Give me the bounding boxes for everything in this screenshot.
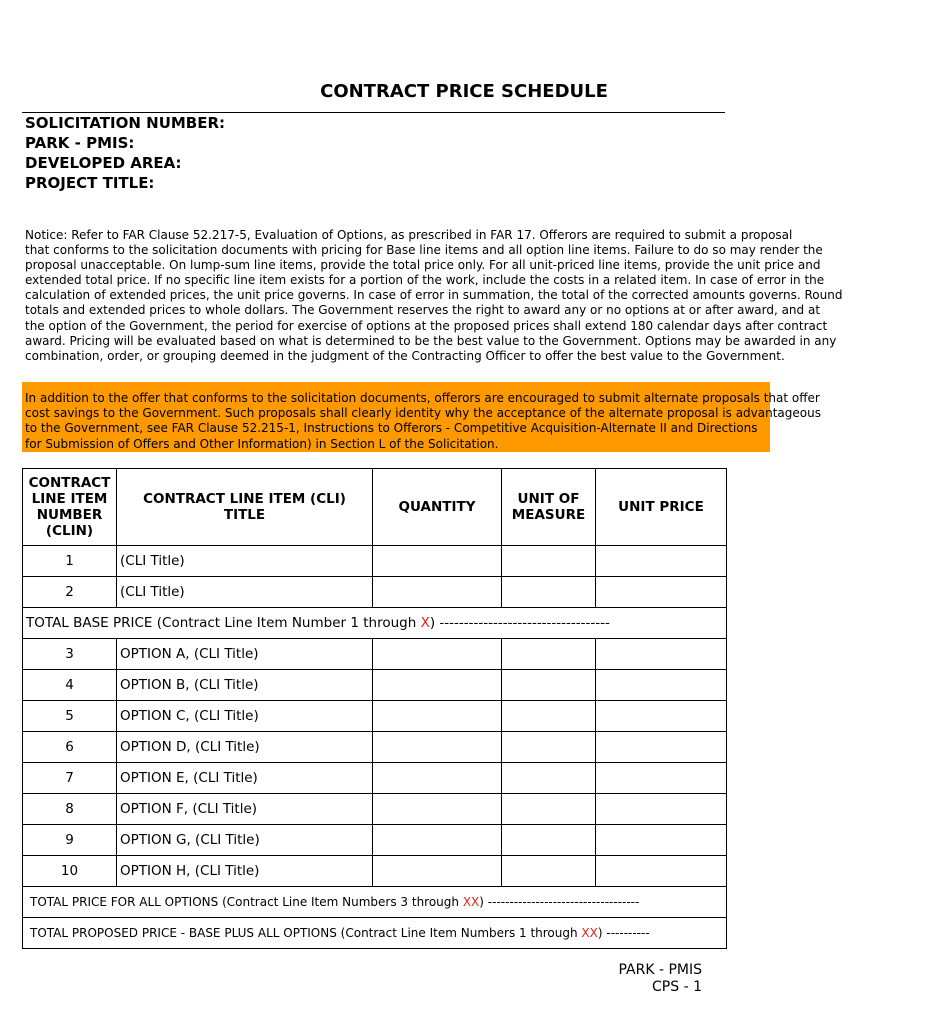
clin-cell: 4 <box>23 670 117 701</box>
unit-price-cell[interactable] <box>596 856 727 887</box>
total-proposed-row <box>23 918 727 949</box>
table-header-row <box>23 469 727 546</box>
unit-cell[interactable] <box>502 763 596 794</box>
table-row <box>23 732 727 763</box>
unit-of-measure-header <box>502 469 596 546</box>
header-text: TITLE <box>223 507 266 523</box>
total-options-row <box>23 887 727 918</box>
quantity-cell[interactable] <box>373 732 502 763</box>
unit-cell[interactable] <box>502 794 596 825</box>
total-proposed-text: TOTAL PROPOSED PRICE - BASE PLUS ALL OPTIONS (Contract Line Item Numbers 1 through <box>30 926 582 940</box>
header-text: LINE ITEM <box>31 491 108 507</box>
cli-title-header <box>117 469 373 546</box>
notice-line: that conforms to the solicitation documents with pricing for Base line items and all option line items. Failure to do so may render the <box>25 243 823 258</box>
header-text: (CLIN) <box>45 523 94 539</box>
quantity-cell[interactable] <box>373 670 502 701</box>
unit-cell[interactable] <box>502 670 596 701</box>
quantity-cell[interactable] <box>373 794 502 825</box>
cli-title-cell: OPTION E, (CLI Title) <box>117 763 373 794</box>
quantity-header: QUANTITY <box>373 469 502 546</box>
header-text: CONTRACT LINE ITEM (CLI) <box>143 491 346 507</box>
clin-cell: 6 <box>23 732 117 763</box>
total-base-cell <box>23 608 727 639</box>
quantity-cell[interactable] <box>373 546 502 577</box>
unit-cell[interactable] <box>502 732 596 763</box>
banner-line: cost savings to the Government. Such proposals shall clearly identity why the acceptance of the alternate proposal is advantageous <box>25 406 821 421</box>
clin-cell: 1 <box>23 546 117 577</box>
unit-cell[interactable] <box>502 856 596 887</box>
cli-title-cell: OPTION B, (CLI Title) <box>117 670 373 701</box>
notice-line: Notice: Refer to FAR Clause 52.217-5, Evaluation of Options, as prescribed in FAR 17. Offerors are required to submit a proposal <box>25 228 793 242</box>
banner-line: to the Government, see FAR Clause 52.215-1, Instructions to Offerors - Competitive Acquisition-Alternate II and Directions <box>25 421 758 436</box>
unit-price-cell[interactable] <box>596 701 727 732</box>
cli-title-cell: OPTION G, (CLI Title) <box>117 825 373 856</box>
unit-price-header: UNIT PRICE <box>596 469 727 546</box>
clin-cell: 8 <box>23 794 117 825</box>
table-row <box>23 701 727 732</box>
cli-title-cell: OPTION C, (CLI Title) <box>117 701 373 732</box>
total-base-row <box>23 608 727 639</box>
page-title <box>0 81 928 102</box>
notice-line: combination, order, or grouping deemed in the judgment of the Contracting Officer to offer the best value to the Government. <box>25 348 785 363</box>
unit-price-cell[interactable] <box>596 670 727 701</box>
table-row <box>23 825 727 856</box>
total-proposed-cell <box>23 918 727 949</box>
unit-price-cell[interactable] <box>596 732 727 763</box>
unit-cell[interactable] <box>502 639 596 670</box>
project-title-label: PROJECT TITLE: <box>25 174 155 192</box>
table-row <box>23 794 727 825</box>
unit-price-cell[interactable] <box>596 639 727 670</box>
header-text: CONTRACT <box>28 475 111 491</box>
page-footer <box>618 962 702 996</box>
unit-price-cell[interactable] <box>596 763 727 794</box>
clin-cell: 7 <box>23 763 117 794</box>
total-proposed-tail: ) ---------- <box>597 926 650 940</box>
banner-line: In addition to the offer that conforms to the solicitation documents, offerors are encouraged to submit alternate proposals that offer <box>25 391 820 405</box>
unit-cell[interactable] <box>502 825 596 856</box>
developed-area-label: DEVELOPED AREA: <box>25 154 182 172</box>
table-row <box>23 639 727 670</box>
clin-cell: 10 <box>23 856 117 887</box>
quantity-cell[interactable] <box>373 577 502 608</box>
total-base-text: TOTAL BASE PRICE (Contract Line Item Number 1 through <box>26 615 421 631</box>
clin-cell: 9 <box>23 825 117 856</box>
park-pmis-label: PARK - PMIS: <box>25 134 135 152</box>
total-base-tail: ) ----------------------------------- <box>429 615 610 631</box>
page-title-text: CONTRACT PRICE SCHEDULE <box>320 81 608 102</box>
clin-cell: 3 <box>23 639 117 670</box>
total-options-text: TOTAL PRICE FOR ALL OPTIONS (Contract Line Item Numbers 3 through <box>30 895 463 909</box>
solicitation-number-label: SOLICITATION NUMBER: <box>25 114 226 132</box>
total-base-variable: X <box>420 615 430 631</box>
table-row <box>23 856 727 887</box>
cli-title-cell: OPTION D, (CLI Title) <box>117 732 373 763</box>
clin-header <box>23 469 117 546</box>
alternate-proposal-banner <box>22 382 821 452</box>
quantity-cell[interactable] <box>373 701 502 732</box>
cli-title-cell: (CLI Title) <box>117 546 373 577</box>
notice-paragraph <box>25 228 843 364</box>
table-row <box>23 763 727 794</box>
clin-cell: 2 <box>23 577 117 608</box>
notice-line: proposal unacceptable. On lump-sum line items, provide the total price only. For all unit-priced line items, provide the unit price and <box>25 258 821 273</box>
footer-page-number: CPS - 1 <box>652 979 702 995</box>
quantity-cell[interactable] <box>373 825 502 856</box>
unit-cell[interactable] <box>502 546 596 577</box>
quantity-cell[interactable] <box>373 763 502 794</box>
unit-cell[interactable] <box>502 577 596 608</box>
unit-price-cell[interactable] <box>596 794 727 825</box>
cli-title-cell: OPTION H, (CLI Title) <box>117 856 373 887</box>
notice-line: extended total price. If no specific line item exists for a portion of the work, include the costs in a related item. In case of error in the <box>25 273 825 288</box>
cli-title-cell: OPTION A, (CLI Title) <box>117 639 373 670</box>
unit-price-cell[interactable] <box>596 577 727 608</box>
cli-title-cell: OPTION F, (CLI Title) <box>117 794 373 825</box>
total-proposed-variable: XX <box>581 926 598 940</box>
quantity-cell[interactable] <box>373 639 502 670</box>
header-fields <box>25 113 225 193</box>
unit-price-cell[interactable] <box>596 546 727 577</box>
table-row <box>23 546 727 577</box>
notice-line: totals and extended prices to whole dollars. The Government reserves the right to award any or no options at or after award, and at <box>25 303 821 318</box>
clin-cell: 5 <box>23 701 117 732</box>
price-schedule-table <box>22 468 727 949</box>
total-options-tail: ) ----------------------------------- <box>479 895 640 909</box>
header-text: NUMBER <box>36 507 103 523</box>
table-row <box>23 577 727 608</box>
header-text: UNIT OF <box>517 491 580 507</box>
quantity-cell[interactable] <box>373 856 502 887</box>
footer-park-pmis: PARK - PMIS <box>618 962 702 978</box>
cli-title-cell: (CLI Title) <box>117 577 373 608</box>
banner-text <box>25 391 821 452</box>
banner-line: for Submission of Offers and Other Information) in Section L of the Solicitation. <box>25 436 499 451</box>
notice-line: calculation of extended prices, the unit price governs. In case of error in summation, the total of the corrected amounts governs. Round <box>25 288 843 303</box>
table-row <box>23 670 727 701</box>
total-options-cell <box>23 887 727 918</box>
notice-line: the option of the Government, the period for exercise of options at the proposed prices shall extend 180 calendar days after contract <box>25 318 828 333</box>
unit-price-cell[interactable] <box>596 825 727 856</box>
notice-line: award. Pricing will be evaluated based on what is determined to be the best value to the Government. Options may be awarded in any <box>25 333 837 348</box>
total-options-variable: XX <box>462 895 480 909</box>
header-text: MEASURE <box>511 507 586 523</box>
unit-cell[interactable] <box>502 701 596 732</box>
